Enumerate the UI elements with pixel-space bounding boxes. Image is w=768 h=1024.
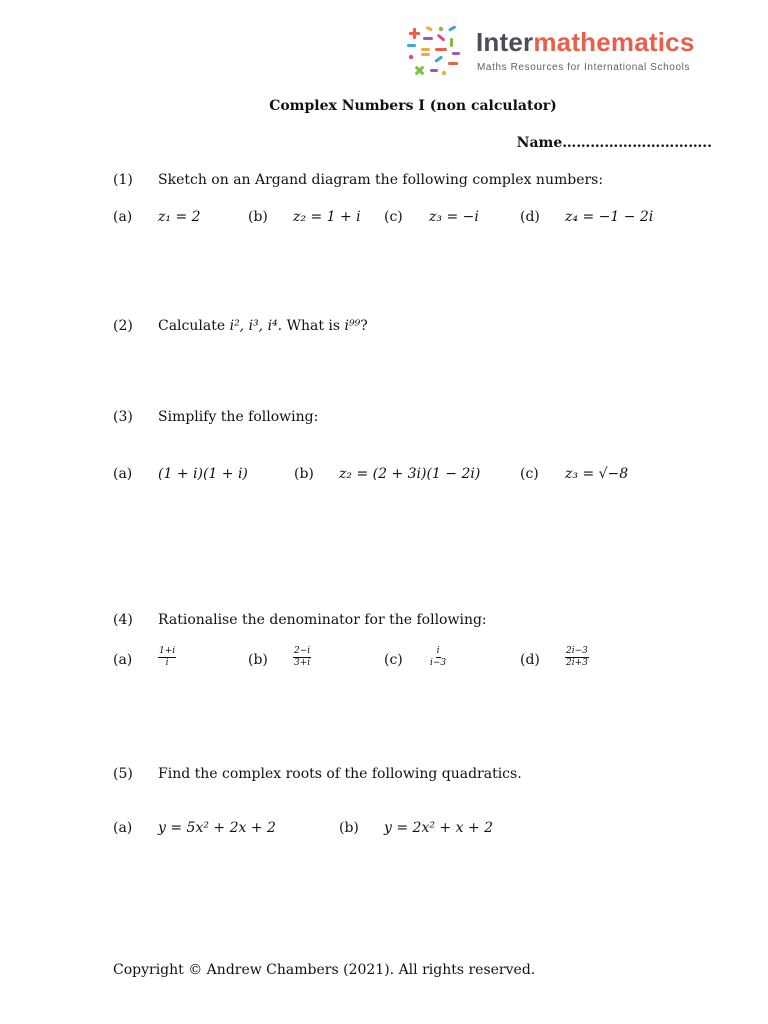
part-label: (a) <box>113 466 133 482</box>
copyright-footer: Copyright © Andrew Chambers (2021). All rights reserved. <box>113 962 536 978</box>
fraction <box>565 646 589 669</box>
part-expression: (1 + i)(1 + i) <box>158 466 248 482</box>
question-text-after: ? <box>360 318 368 334</box>
logo-wordmark-part2: mathematics <box>533 27 695 57</box>
part-label: (b) <box>294 466 314 482</box>
part-expression: y = 5x² + 2x + 2 <box>158 820 276 836</box>
part-label: (a) <box>113 209 133 225</box>
power99-expression: i⁹⁹ <box>344 318 361 334</box>
part-label: (a) <box>113 820 133 836</box>
part-expression: z₄ = −1 − 2i <box>565 209 654 225</box>
question-text: Simplify the following: <box>158 409 319 425</box>
fraction-denominator: 3+i <box>294 658 311 668</box>
fraction-denominator: i <box>165 658 169 668</box>
part-expression: z₂ = 1 + i <box>293 209 361 225</box>
part-label: (b) <box>339 820 359 836</box>
question-number: (3) <box>113 409 133 425</box>
part-label: (c) <box>384 209 403 225</box>
part-label: (a) <box>113 652 133 668</box>
question-number: (1) <box>113 172 133 188</box>
part-label: (c) <box>520 466 539 482</box>
logo-mark-icon <box>404 24 462 80</box>
question-number: (2) <box>113 318 133 334</box>
fraction-numerator: 1+i <box>159 646 176 656</box>
question-text: Rationalise the denominator for the following: <box>158 612 487 628</box>
part-label: (b) <box>248 652 268 668</box>
logo <box>404 22 724 82</box>
fraction-denominator: i−3 <box>430 658 447 668</box>
part-label: (b) <box>248 209 268 225</box>
logo-tagline: Maths Resources for International Schools <box>477 62 691 73</box>
fraction <box>293 646 311 669</box>
logo-wordmark <box>476 28 695 56</box>
part-label: (d) <box>520 209 540 225</box>
name-field-label: Name………………………….. <box>516 135 712 151</box>
question-text: Sketch on an Argand diagram the following complex numbers: <box>158 172 604 188</box>
fraction-numerator: 2−i <box>294 646 311 656</box>
question-number: (4) <box>113 612 133 628</box>
part-expression: y = 2x² + x + 2 <box>384 820 494 836</box>
powers-expression: i², i³, i⁴. <box>229 318 283 334</box>
question-text: Find the complex roots of the following quadratics. <box>158 766 522 782</box>
worksheet-title: Complex Numbers I (non calculator) <box>269 98 557 114</box>
question-text-mid: What is <box>286 318 341 334</box>
fraction-numerator: i <box>436 646 440 656</box>
part-label: (d) <box>520 652 540 668</box>
question-number: (5) <box>113 766 133 782</box>
question-text-before: Calculate <box>158 318 226 334</box>
part-expression: z₂ = (2 + 3i)(1 − 2i) <box>339 466 481 482</box>
part-label: (c) <box>384 652 403 668</box>
question-text <box>158 317 368 335</box>
fraction-numerator: 2i−3 <box>566 646 588 656</box>
logo-wordmark-part1: Inter <box>476 27 534 57</box>
fraction <box>429 646 447 669</box>
part-expression: z₃ = √−8 <box>565 466 629 482</box>
fraction-denominator: 2i+3 <box>566 658 588 668</box>
part-expression: z₁ = 2 <box>158 209 201 225</box>
fraction <box>158 646 176 669</box>
part-expression: z₃ = −i <box>429 209 479 225</box>
